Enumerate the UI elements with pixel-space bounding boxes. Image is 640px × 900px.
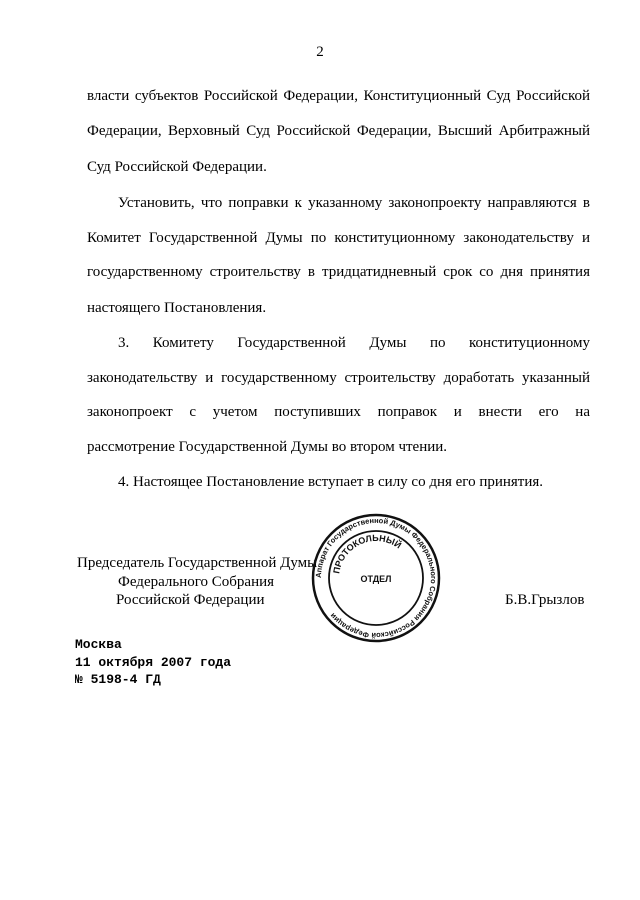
body-line-8: 3. Комитету Государственной Думы по конституционному	[118, 335, 590, 351]
body-line-10: законопроект с учетом поступивших поправок и внести его на	[87, 404, 590, 420]
official-stamp	[310, 512, 442, 644]
body-line-9: законодательству и государственному строительству доработать указанный	[87, 370, 590, 386]
document-city: Москва	[75, 637, 122, 652]
body-line-12: 4. Настоящее Постановление вступает в силу со дня его принятия.	[118, 474, 544, 490]
body-line-1: власти субъектов Российской Федерации, Конституционный Суд Российской	[87, 88, 590, 104]
signatory-name: Б.В.Грызлов	[505, 592, 585, 608]
body-line-7: настоящего Постановления.	[87, 300, 267, 316]
body-line-3: Суд Российской Федерации.	[87, 159, 267, 175]
page-number: 2	[316, 44, 324, 60]
stamp-inner-text: ПРОТОКОЛЬНЫЙ	[331, 532, 404, 575]
signatory-title-line-2: Федерального Собрания	[118, 574, 275, 590]
body-line-11: рассмотрение Государственной Думы во втором чтении.	[87, 439, 448, 455]
signatory-title-line-1: Председатель Государственной Думы	[77, 555, 318, 571]
body-line-6: государственному строительству в тридцатидневный срок со дня принятия	[87, 264, 590, 280]
document-number: № 5198-4 ГД	[75, 672, 161, 687]
body-line-4: Установить, что поправки к указанному законопроекту направляются в	[118, 195, 590, 211]
body-line-2: Федерации, Верховный Суд Российской Федерации, Высший Арбитражный	[87, 123, 590, 139]
stamp-outer-text: Аппарат Государственной Думы Федерального Собрания Российской Федерации	[313, 515, 439, 641]
signatory-title-line-3: Российской Федерации	[116, 592, 265, 608]
stamp-center-text: ОТДЕЛ	[360, 574, 392, 584]
body-line-5: Комитет Государственной Думы по конституционному законодательству и	[87, 230, 590, 246]
document-date: 11 октября 2007 года	[75, 655, 232, 670]
